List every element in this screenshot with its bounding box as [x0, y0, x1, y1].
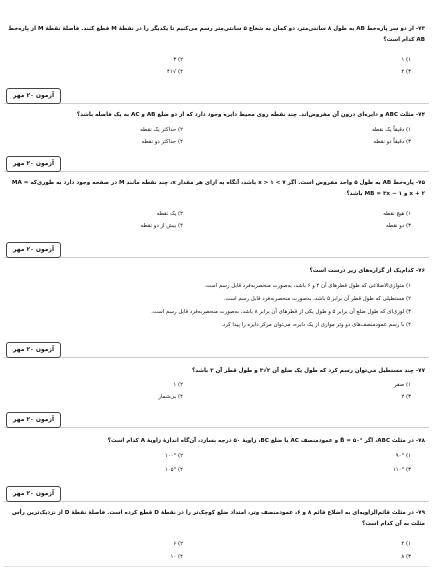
question-76-text: ۷۶- کدام‌یک از گزاره‌های زیر درست است؟ — [309, 268, 425, 274]
section-header-75 — [4, 156, 429, 172]
q73-option-4[interactable]: ۴) √۴۱ — [167, 69, 183, 75]
q78-option-3[interactable]: ۳) ۱۱۰° — [392, 467, 411, 473]
q78-option-4[interactable]: ۴) ۱۰۵° — [164, 467, 183, 473]
q76-option-1[interactable]: ۱) متوازی‌الاضلاعی که طول قطرهای آن ۴ و ۶ باشد، به‌صورت منحصربه‌فرد قابل رسم است. — [204, 283, 411, 289]
q78-option-2[interactable]: ۲) ۱۰۰° — [164, 453, 183, 459]
exam-tag: آزمون ۲۰ مهر — [6, 88, 61, 104]
q73-option-1[interactable]: ۱) ۱ — [401, 57, 411, 63]
q79-option-2[interactable]: ۲) ۶ — [173, 541, 183, 547]
q73-option-2[interactable]: ۲) ۳ — [173, 57, 183, 63]
question-73-text: ۷۳- از دو سر پاره‌خط AB به طول ۸ سانتی‌متر، دو کمان به شعاع ۵ سانتی‌متر رسم می‌کنیم تا یکدیگر را در نقطهٔ M قطع کنند. فاصلهٔ نقطهٔ M از پاره‌خط AB کدام است؟ — [8, 26, 425, 43]
q75-option-3[interactable]: ۳) دو نقطه — [386, 223, 411, 229]
exam-tag: آزمون ۲۰ مهر — [6, 342, 61, 358]
q74-option-4[interactable]: ۴) حداکثر دو نقطه — [141, 139, 183, 145]
q79-option-1[interactable]: ۱) ۴ — [401, 541, 411, 547]
exam-tag: آزمون ۲۰ مهر — [6, 242, 61, 258]
exam-tag: آزمون ۲۰ مهر — [6, 486, 61, 502]
q77-option-4[interactable]: ۴) بی‌شمار — [158, 394, 183, 400]
q78-option-1[interactable]: ۱) ۹۰° — [395, 453, 411, 459]
q79-option-3[interactable]: ۳) ۸ — [401, 554, 411, 560]
section-header-77 — [4, 342, 429, 358]
q75-option-2[interactable]: ۲) یک نقطه — [156, 211, 183, 217]
q74-option-2[interactable]: ۲) حداکثر یک نقطه — [140, 127, 183, 133]
section-header-78 — [4, 412, 429, 428]
q75-option-1[interactable]: ۱) هیچ نقطه — [383, 211, 411, 217]
q77-option-2[interactable]: ۲) ۱ — [173, 382, 183, 388]
q74-option-1[interactable]: ۱) دقیقاً یک نقطه — [372, 127, 411, 133]
q74-option-3[interactable]: ۳) دقیقاً دو نقطه — [373, 139, 411, 145]
q76-option-4[interactable]: ۴) با رسم عمودمنصف‌های دو وتر موازی از یک دایره، می‌توان مرکز دایره را پیدا کرد. — [221, 322, 411, 328]
section-header-74 — [4, 88, 429, 104]
q75-option-4[interactable]: ۴) بیش از دو نقطه — [140, 223, 183, 229]
question-74-text: ۷۴- مثلث ABC و دایره‌ای درون آن مفروض‌اند. چند نقطه روی محیط دایره وجود دارد که از دو ضلع AB و AC به یک فاصله باشد؟ — [76, 112, 425, 118]
question-75-text: ۷۵- پاره‌خط AB به طول ۵ واحد مفروض است. اگر ۷ > x > ۱ باشد، آنگاه به ازای هر مقدار x، چند نقطه مانند M در صفحه وجود دارد به طوری‌که MA = x + ۲ و MB = ۳x − ۱ باشد؟ — [11, 180, 425, 197]
q77-option-1[interactable]: ۱) صفر — [393, 382, 411, 388]
q73-option-3[interactable]: ۳) ۴ — [401, 69, 411, 75]
question-79-text: ۷۹- در مثلث قائم‌الزاویه‌ای به اضلاع قائم ۸ و ۶، عمودمنصف وتر، امتداد ضلع کوچک‌تر را در نقطهٔ D قطع کرده است. فاصلهٔ نقطهٔ D از نزدیک‌ترین رأس مثلث به آن کدام است؟ — [11, 510, 425, 527]
q79-option-4[interactable]: ۴) ۱۰ — [170, 554, 183, 560]
section-header-79 — [4, 486, 429, 502]
q77-option-3[interactable]: ۳) ۲ — [401, 394, 411, 400]
section-header-76 — [4, 242, 429, 258]
exam-tag: آزمون ۲۰ مهر — [6, 156, 61, 172]
exam-tag: آزمون ۲۰ مهر — [6, 412, 61, 428]
question-77-text: ۷۷- چند مستطیل می‌توان رسم کرد که طول یک ضلع آن ۲√۳ و طول قطر آن ۳ باشد؟ — [191, 368, 425, 374]
q76-option-2[interactable]: ۲) مستطیلی که طول قطر آن برابر ۵ باشد، به‌صورت منحصربه‌فرد قابل رسم است. — [223, 296, 411, 302]
question-78-text: ۷۸- در مثلث ABC، اگر B̂ = ۵۰° و عمودمنصف AC با ضلع BC، زاویهٔ ۵۰ درجه بسازد، آن‌گاه اندازهٔ زاویهٔ A کدام است؟ — [107, 438, 425, 444]
page-bottom-divider — [4, 566, 429, 567]
q76-option-3[interactable]: ۳) لوزی‌ای که طول ضلع آن برابر ۵ و طول یکی از قطرهای آن برابر ۸ باشد، به‌صورت منحصربه‌فرد قابل رسم است. — [151, 309, 411, 315]
